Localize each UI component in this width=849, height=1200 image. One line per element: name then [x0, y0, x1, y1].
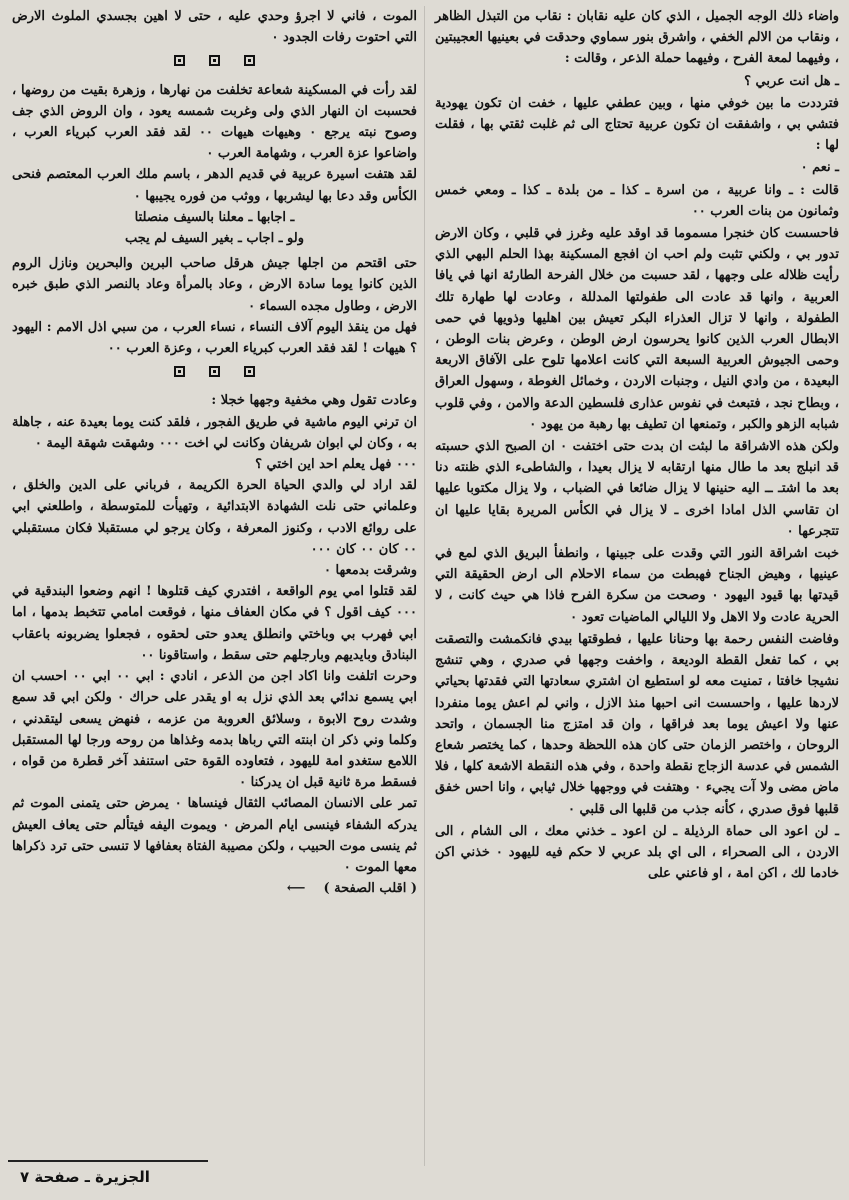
section-separator — [12, 52, 417, 73]
paragraph: وعادت تقول وهي مخفية وجهها خجلا : — [211, 393, 417, 409]
paragraph: لقد اراد لي والدي الحياة الحرة الكريمة ، فرباني على الدين والخلق ، وعلماني حتى نلت الشهادة الابتدائية ، وتهيأت للمتوسطة ، واطلعني ابي على روائع الادب ، وكنوز المعرفة ، وكان يرجو لي مستقبلا فكان مستقبلي ٠٠ كان ٠٠ كان ٠٠٠ — [12, 478, 417, 557]
arrow-left-icon: ⟵ — [286, 881, 306, 897]
verse-line: ولو ـ اجاب ـ بغير السيف لم يجب — [124, 231, 305, 247]
paragraph: ـ هل انت عربي ؟ — [744, 73, 839, 89]
left-column — [12, 6, 417, 899]
paragraph: فاحسست كان خنجرا مسموما قد اوقد عليه وغرز في قلبي ، وكان الارض تدور بي ، ولكني تثبت ولم احب ان افجع المسكينة بهذا الحلم البهي الذي رأيت ظلاله على وجهها ، لقد حسبت من خلال الفرحة الطارئة انها في يافا العربية ، وانها قد عادت الى طفولتها المدللة ، وعادت لها طهارة تلك الطفولة ، وانها لا تزال العذراء البكر تعيش بين اهليها وذويها في حمى الابطال العرب الذين كانوا يحرسون ارض الوطن ، وعرض بنات الوطن ، وحمى الجيوش العربية السبعة التي كانت اعلامها تلوح على الآفاق الاربعة البعيدة ، من وادي النيل ، وجنبات الاردن ، وخمائل الغوطة ، وسهول العراق ، وبطاح نجد ، فتبعث في نفوس عذارى فلسطين الدعة والامن ، وفي قلوب شبابه الزهو والكبر ، وتمنعها ان تطيف بها رهبة من يهود ٠ — [435, 226, 839, 432]
square-ornament-icon — [244, 55, 255, 66]
square-ornament-icon — [174, 55, 185, 66]
paragraph: ان ترني اليوم ماشية في طريق الفجور ، فلقد كنت يوما بعيدة عنه ، جاهلة به ، وكان لي ابوان شريفان وكانت لي اخت ٠٠٠ وشهقت شهقة اليمة ٠ — [12, 414, 417, 451]
paragraph: قالت : ـ وانا عربية ، من اسرة ـ كذا ـ من بلدة ـ كذا ـ ومعي خمس وثمانون من بنات العرب ٠٠ — [435, 182, 839, 219]
paragraph: ـ نعم ٠ — [800, 160, 839, 176]
paragraph: فترددت ما بين خوفي منها ، وبين عطفي عليها ، خفت ان تكون يهودية فتشي بي ، واشفقت ان تكون عربية تحتاج الى ثم غلبت ثقتي بها ، فقلت لها : — [435, 95, 839, 154]
paragraph: لقد قتلوا امي يوم الواقعة ، افتدري كيف قتلوها ! انهم وضعوا البندقية في ٠٠٠ كيف اقول ؟ في مكان العفاف منها ، فوقعت امامي تتخبط بدمها ، اما ابي فهرب بي وباختي وانطلق يعدو حتى لحقوه ، فجعلوا يضربونه باعقاب البنادق وبايديهم وبارجلهم حتى سقط ، واستاقونا ٠٠ — [12, 584, 417, 663]
paragraph: حتى اقتحم من اجلها جيش هرقل صاحب البرين والبحرين ونازل الروم الذين كانوا يوما سادة الارض ، وعاد بالمرأة وعاد بالنصر الذي طبق خبره الارض ، وطاول مجده السماء ٠ — [12, 256, 417, 314]
paragraph: وشرقت بدمعها ٠ — [324, 563, 417, 579]
paragraph: وفاضت النفس رحمة بها وحنانا عليها ، فطوقتها بيدي فانكمشت والتصقت بي ، كما تفعل القطة الوديعة ، واخفت وجهها في صدري ، وهي تنشج نشيجا خافتا ، تمنيت معه لو استطيع ان اشتري سعادتها التي فقدتها بحياتي لاردها عليها ، واحسست انى احبها منذ الازل ، واني لم اعش يوما منفردا عنها ولا اعيش يوما بعد فراقها ، وان قد امتزج منا الجسمان ، واتحد الروحان ، واختصر الزمان حتى كان هذه اللحظة وحدها ، كما يختصر شعاع الشمس في عدسة الزجاج نقطة واحدة ، وفي هذه النقطة الاشعة كلها ، فلا ماض مضى ولا آت يجيء ٠ وهتفت في ووجهها خلال ثيابي ، وانا احس خفق قلبها فوق صدري ، كأنه جذب من قلبها الى قلبي ٠ — [435, 631, 839, 817]
paragraph: فهل من ينقذ اليوم آلاف النساء ، نساء العرب ، من سبي اذل الامم : اليهود ؟ هيهات ! لقد فقد العرب كبرياء العرب ، وعزة العرب ٠٠ — [12, 319, 417, 357]
footer-rule — [8, 1160, 208, 1162]
paragraph: واضاء ذلك الوجه الجميل ، الذي كان عليه نقابان : نقاب من التبذل الظاهر ، ونقاب من الالم الخفي ، واشرق بنور سماوي وحدقت في بعينيها العجيبتين ، وفيهما لمعة الفرح ، وفيهما حملة الذعر ، وقالت : — [435, 9, 839, 67]
paragraph: ولكن هذه الاشراقة ما لبثت ان بدت حتى اختفت ٠ ان الصبح الذي حسبته قد انبلج بعد ما طال منها ارتقابه لا يزال بعيدا ، والشاطىء الذي ظنته دنا بعد ما اشتـ ــ اليه حنينها لا يزال ضائعا في الضباب ، ولا يزال مكتوبا عليها ان تقاسي الذل امادا اخرى ـ لا يزال في الكأس المريرة بقايا عليها ان تتجرعها ٠ — [435, 439, 839, 539]
square-ornament-icon — [174, 366, 185, 377]
right-column — [435, 6, 839, 885]
square-ornament-icon — [209, 366, 220, 377]
verse-line: ـ اجابها ـ معلنا بالسيف منصلتا — [134, 209, 295, 225]
paragraph: لقد هتفت اسيرة عربية في قديم الدهر ، باسم ملك العرب المعتصم فنحى الكأس وقد دعا بها ليشربها ، ووثب من فوره يجيبها ٠ — [12, 167, 417, 204]
square-ornament-icon — [209, 55, 220, 66]
paragraph: خبت اشراقة النور التي وقدت على جبينها ، وانطفأ البريق الذي لمع في عينيها ، وهيض الجناح فهبطت من سماء الاحلام الى ارض الحقيقة التي قيدتها بها قيود اليهود ٠ وصحت من سكرة الفرح فاذا هي حيث كانت ، لا الحرية عادت ولا الاهل ولا الليالي الماضيات تعود ٠ — [435, 546, 839, 625]
paragraph: ٠٠٠ فهل يعلم احد اين اختي ؟ — [255, 457, 417, 473]
turn-page-note — [12, 878, 417, 899]
paragraph: لقد رأت في المسكينة شعاعة تخلفت من نهارها ، وزهرة بقيت من روضها ، فحسبت ان النهار الذي ولى وغربت شمسه يعود ، وان الروض الذي جف وصوح نبته يرجع ٠ وهيهات هيهات ٠٠ لقد فقد العرب كبرياء العرب ، واضاعوا عزة العرب ، وشهامة العرب ٠ — [12, 82, 417, 162]
section-separator — [12, 363, 417, 384]
page-footer: الجزيرة ـ صفحة ٧ — [20, 1168, 150, 1186]
paragraph: ـ لن اعود الى حماة الرذيلة ـ لن اعود ـ خذني معك ، الى الشام ، الى الاردن ، الى الصحراء ، الى اي بلد عربي لا حكم فيه لليهود ٠ خذني اكن خادما لك ، اكن امة ، او فاعني على — [435, 823, 840, 882]
paragraph: تمر على الانسان المصائب الثقال فينساها ٠ يمرض حتى يتمنى الموت ثم يدركه الشفاء فينسى ايام المرض ٠ ويموت اليفه فيتألم حتى يعاف العيش ثم ينسى موت الحبيب ، ولكن مصيبة الفتاة بعفافها لا تنسى حتى ترد ذكراها معها الموت ٠ — [12, 796, 417, 875]
column-divider — [424, 6, 425, 1166]
paragraph: وحرت اتلفت وانا اكاد اجن من الذعر ، انادي : ابي ٠٠ ابي ٠٠ احسب ان ابي يسمع ندائي بعد الذي نزل به او يقدر على حراك ٠ ولكن ابي قد سمع وشدت روح الابوة ، وسلائق العروبة من عزمه ، فنهض يسعى ليتقدني ، وكلما وني ذكر ان ابنته التي رباها بدمه وغذاها من روحه ورجا لها المستقبل اللامع ستغدو امة لليهود ، فتعاوده القوة حتى استنفد آخر قطرة من قواه ، فسقط مرة ثانية قبل ان يدركنا ٠ — [12, 669, 417, 791]
turn-page-label: ( اقلب الصفحة ) — [323, 881, 417, 897]
square-ornament-icon — [244, 366, 255, 377]
paragraph: الموت ، فاني لا اجرؤ وحدي عليه ، حتى لا اهين بجسدي الملوث الارض التي احتوت رفات الجدود ٠ — [12, 9, 417, 46]
